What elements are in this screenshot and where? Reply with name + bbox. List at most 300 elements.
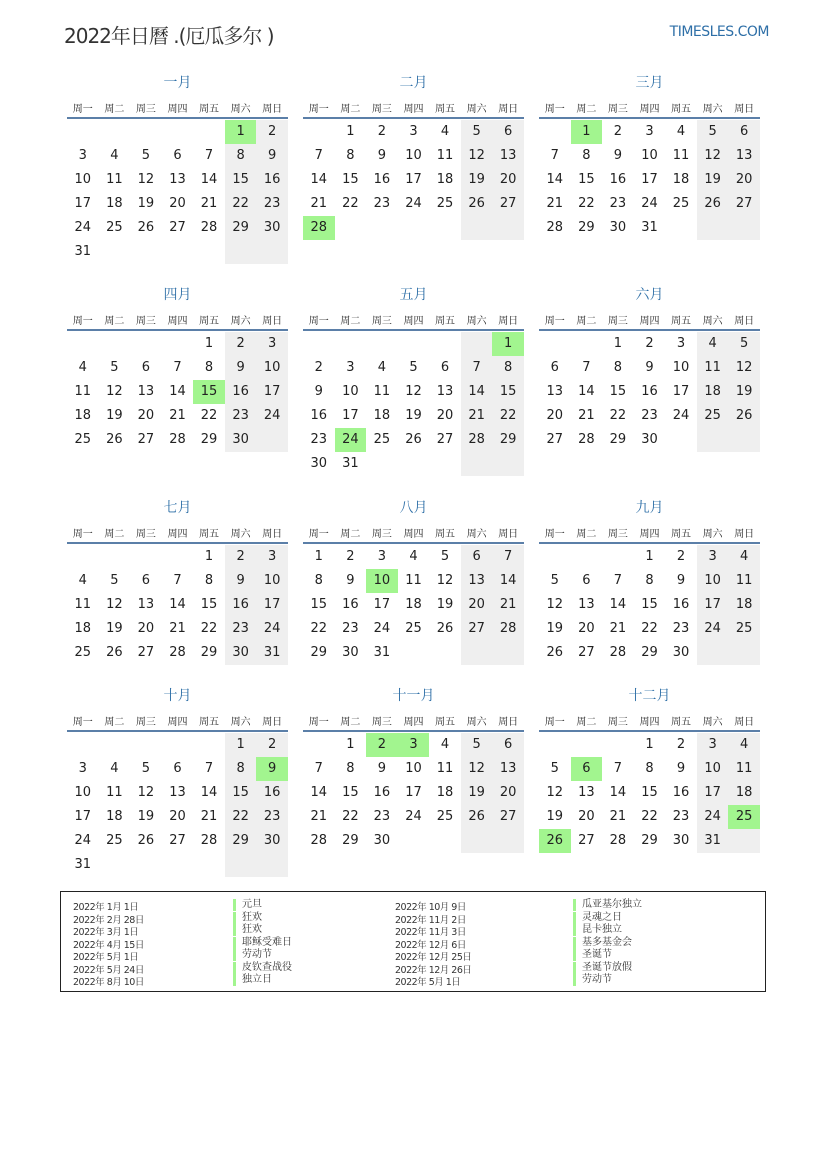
day-cell[interactable]: 23 (225, 617, 257, 641)
site-brand[interactable]: TIMESLES.COM (669, 24, 769, 40)
day-cell[interactable]: 12 (106, 597, 123, 612)
day-cell[interactable]: 17 (641, 172, 658, 187)
day-cell[interactable]: 23 (256, 192, 288, 216)
day-cell[interactable]: 29 (578, 220, 595, 235)
day-cell[interactable]: 18 (728, 593, 760, 617)
day-cell[interactable]: 23 (609, 196, 627, 211)
day-cell[interactable]: 25 (436, 196, 454, 211)
day-cell[interactable]: 3 (697, 733, 729, 757)
holiday-day-cell[interactable]: 6 (571, 757, 603, 781)
day-cell[interactable]: 25 (74, 645, 92, 660)
day-cell[interactable]: 17 (256, 380, 288, 404)
day-cell[interactable]: 11 (672, 148, 690, 163)
day-cell[interactable]: 23 (342, 621, 359, 636)
day-cell[interactable]: 5 (461, 120, 493, 144)
day-cell[interactable]: 5 (110, 573, 119, 588)
day-cell[interactable]: 29 (641, 833, 658, 848)
day-cell[interactable]: 5 (440, 549, 450, 564)
day-cell[interactable]: 27 (137, 432, 155, 447)
day-cell[interactable]: 8 (225, 757, 257, 781)
day-cell[interactable]: 30 (225, 641, 257, 665)
day-cell[interactable]: 28 (200, 220, 218, 235)
day-cell[interactable]: 4 (728, 733, 760, 757)
day-cell[interactable]: 31 (256, 641, 288, 665)
day-cell[interactable]: 26 (697, 192, 729, 216)
day-cell[interactable]: 27 (492, 192, 524, 216)
day-cell[interactable]: 4 (110, 761, 119, 776)
day-cell[interactable]: 19 (546, 621, 564, 636)
day-cell[interactable]: 21 (200, 809, 218, 824)
day-cell[interactable]: 31 (74, 244, 92, 259)
day-cell[interactable]: 14 (200, 172, 218, 187)
day-cell[interactable]: 15 (578, 172, 595, 187)
holiday-day-cell[interactable]: 24 (335, 428, 367, 452)
day-cell[interactable]: 26 (728, 404, 760, 428)
day-cell[interactable]: 2 (346, 549, 355, 564)
day-cell[interactable]: 21 (546, 196, 564, 211)
day-cell[interactable]: 3 (409, 124, 418, 139)
day-cell[interactable]: 19 (546, 809, 564, 824)
day-cell[interactable]: 1 (645, 549, 654, 564)
day-cell[interactable]: 30 (641, 432, 658, 447)
day-cell[interactable]: 27 (137, 645, 155, 660)
day-cell[interactable]: 10 (697, 757, 729, 781)
day-cell[interactable]: 22 (342, 196, 359, 211)
day-cell[interactable]: 18 (74, 621, 92, 636)
day-cell[interactable]: 25 (697, 404, 729, 428)
day-cell[interactable]: 18 (106, 809, 123, 824)
day-cell[interactable]: 10 (256, 356, 288, 380)
day-cell[interactable]: 4 (676, 124, 686, 139)
day-cell[interactable]: 7 (173, 360, 182, 375)
day-cell[interactable]: 18 (697, 380, 729, 404)
day-cell[interactable]: 11 (373, 384, 391, 399)
day-cell[interactable]: 5 (409, 360, 418, 375)
day-cell[interactable]: 11 (728, 569, 760, 593)
day-cell[interactable]: 13 (728, 144, 760, 168)
day-cell[interactable]: 19 (461, 168, 493, 192)
day-cell[interactable]: 6 (728, 120, 760, 144)
day-cell[interactable]: 7 (613, 761, 623, 776)
day-cell[interactable]: 13 (436, 384, 454, 399)
day-cell[interactable]: 25 (106, 833, 123, 848)
day-cell[interactable]: 5 (550, 761, 559, 776)
day-cell[interactable]: 1 (204, 336, 214, 351)
day-cell[interactable]: 25 (672, 196, 690, 211)
holiday-day-cell[interactable]: 15 (193, 380, 225, 404)
day-cell[interactable]: 20 (137, 408, 155, 423)
day-cell[interactable]: 15 (310, 597, 328, 612)
day-cell[interactable]: 9 (346, 573, 355, 588)
day-cell[interactable]: 22 (225, 192, 257, 216)
day-cell[interactable]: 2 (613, 124, 623, 139)
day-cell[interactable]: 8 (225, 144, 257, 168)
day-cell[interactable]: 20 (461, 593, 493, 617)
day-cell[interactable]: 14 (200, 785, 218, 800)
day-cell[interactable]: 17 (74, 196, 92, 211)
day-cell[interactable]: 21 (169, 408, 186, 423)
day-cell[interactable]: 17 (373, 597, 391, 612)
day-cell[interactable]: 9 (676, 761, 686, 776)
holiday-day-cell[interactable]: 25 (728, 805, 760, 829)
day-cell[interactable]: 6 (141, 360, 151, 375)
day-cell[interactable]: 2 (256, 120, 288, 144)
day-cell[interactable]: 14 (169, 384, 186, 399)
day-cell[interactable]: 13 (137, 597, 155, 612)
day-cell[interactable]: 15 (342, 172, 359, 187)
day-cell[interactable]: 12 (728, 356, 760, 380)
day-cell[interactable]: 22 (641, 621, 658, 636)
day-cell[interactable]: 10 (256, 569, 288, 593)
day-cell[interactable]: 20 (578, 809, 595, 824)
holiday-day-cell[interactable]: 9 (256, 757, 288, 781)
day-cell[interactable]: 18 (373, 408, 391, 423)
day-cell[interactable]: 13 (169, 172, 186, 187)
holiday-day-cell[interactable]: 28 (303, 216, 335, 240)
day-cell[interactable]: 28 (310, 833, 328, 848)
day-cell[interactable]: 7 (582, 360, 591, 375)
day-cell[interactable]: 24 (405, 196, 422, 211)
day-cell[interactable]: 9 (225, 569, 257, 593)
day-cell[interactable]: 22 (578, 196, 595, 211)
day-cell[interactable]: 13 (546, 384, 564, 399)
day-cell[interactable]: 24 (697, 805, 729, 829)
day-cell[interactable]: 22 (225, 805, 257, 829)
day-cell[interactable]: 10 (74, 785, 92, 800)
day-cell[interactable]: 17 (405, 172, 422, 187)
day-cell[interactable]: 16 (641, 384, 658, 399)
day-cell[interactable]: 27 (436, 432, 454, 447)
day-cell[interactable]: 24 (373, 621, 391, 636)
day-cell[interactable]: 7 (461, 356, 493, 380)
day-cell[interactable]: 23 (225, 404, 257, 428)
day-cell[interactable]: 30 (672, 645, 690, 660)
day-cell[interactable]: 11 (74, 384, 92, 399)
day-cell[interactable]: 11 (106, 785, 123, 800)
day-cell[interactable]: 9 (676, 573, 686, 588)
day-cell[interactable]: 20 (436, 408, 454, 423)
day-cell[interactable]: 21 (492, 593, 524, 617)
day-cell[interactable]: 27 (169, 833, 186, 848)
day-cell[interactable]: 22 (342, 809, 359, 824)
day-cell[interactable]: 2 (676, 549, 686, 564)
day-cell[interactable]: 13 (169, 785, 186, 800)
day-cell[interactable]: 11 (697, 356, 729, 380)
day-cell[interactable]: 19 (137, 809, 155, 824)
day-cell[interactable]: 5 (141, 761, 151, 776)
day-cell[interactable]: 19 (436, 597, 454, 612)
day-cell[interactable]: 29 (492, 428, 524, 452)
day-cell[interactable]: 20 (169, 196, 186, 211)
day-cell[interactable]: 7 (204, 761, 214, 776)
day-cell[interactable]: 5 (461, 733, 493, 757)
day-cell[interactable]: 3 (676, 336, 686, 351)
day-cell[interactable]: 3 (256, 332, 288, 356)
day-cell[interactable]: 6 (492, 733, 524, 757)
day-cell[interactable]: 2 (225, 545, 257, 569)
day-cell[interactable]: 23 (672, 809, 690, 824)
day-cell[interactable]: 17 (256, 593, 288, 617)
day-cell[interactable]: 18 (405, 597, 422, 612)
day-cell[interactable]: 17 (74, 809, 92, 824)
day-cell[interactable]: 4 (440, 737, 450, 752)
day-cell[interactable]: 14 (609, 597, 627, 612)
day-cell[interactable]: 4 (78, 573, 87, 588)
day-cell[interactable]: 12 (405, 384, 422, 399)
day-cell[interactable]: 21 (310, 196, 328, 211)
day-cell[interactable]: 18 (436, 172, 454, 187)
day-cell[interactable]: 23 (641, 408, 658, 423)
day-cell[interactable]: 14 (310, 172, 328, 187)
day-cell[interactable]: 15 (492, 380, 524, 404)
day-cell[interactable]: 31 (697, 829, 729, 853)
day-cell[interactable]: 7 (173, 573, 182, 588)
day-cell[interactable]: 12 (546, 597, 564, 612)
day-cell[interactable]: 21 (169, 621, 186, 636)
day-cell[interactable]: 26 (137, 220, 155, 235)
day-cell[interactable]: 22 (492, 404, 524, 428)
day-cell[interactable]: 22 (609, 408, 627, 423)
day-cell[interactable]: 19 (137, 196, 155, 211)
day-cell[interactable]: 19 (106, 408, 123, 423)
day-cell[interactable]: 18 (74, 408, 92, 423)
day-cell[interactable]: 5 (550, 573, 559, 588)
day-cell[interactable]: 6 (173, 148, 182, 163)
holiday-day-cell[interactable]: 26 (539, 829, 571, 853)
day-cell[interactable]: 3 (645, 124, 654, 139)
day-cell[interactable]: 1 (613, 336, 623, 351)
day-cell[interactable]: 11 (436, 761, 454, 776)
day-cell[interactable]: 6 (461, 545, 493, 569)
day-cell[interactable]: 20 (728, 168, 760, 192)
day-cell[interactable]: 8 (346, 761, 355, 776)
day-cell[interactable]: 8 (492, 356, 524, 380)
day-cell[interactable]: 7 (314, 761, 323, 776)
day-cell[interactable]: 25 (74, 432, 92, 447)
day-cell[interactable]: 15 (641, 785, 658, 800)
day-cell[interactable]: 4 (697, 332, 729, 356)
day-cell[interactable]: 12 (436, 573, 454, 588)
day-cell[interactable]: 1 (346, 124, 355, 139)
day-cell[interactable]: 28 (169, 645, 186, 660)
day-cell[interactable]: 27 (728, 192, 760, 216)
day-cell[interactable]: 15 (225, 781, 257, 805)
day-cell[interactable]: 23 (373, 809, 391, 824)
day-cell[interactable]: 21 (310, 809, 328, 824)
day-cell[interactable]: 3 (78, 761, 87, 776)
day-cell[interactable]: 9 (613, 148, 623, 163)
day-cell[interactable]: 26 (405, 432, 422, 447)
day-cell[interactable]: 27 (578, 833, 595, 848)
day-cell[interactable]: 25 (106, 220, 123, 235)
day-cell[interactable]: 30 (225, 428, 257, 452)
day-cell[interactable]: 24 (697, 617, 729, 641)
day-cell[interactable]: 30 (373, 833, 391, 848)
day-cell[interactable]: 9 (314, 384, 323, 399)
day-cell[interactable]: 26 (106, 645, 123, 660)
day-cell[interactable]: 7 (204, 148, 214, 163)
day-cell[interactable]: 25 (405, 621, 422, 636)
day-cell[interactable]: 18 (436, 785, 454, 800)
day-cell[interactable]: 15 (609, 384, 627, 399)
day-cell[interactable]: 24 (641, 196, 658, 211)
day-cell[interactable]: 3 (377, 549, 387, 564)
day-cell[interactable]: 8 (204, 573, 214, 588)
day-cell[interactable]: 5 (697, 120, 729, 144)
day-cell[interactable]: 14 (310, 785, 328, 800)
day-cell[interactable]: 7 (492, 545, 524, 569)
day-cell[interactable]: 24 (256, 404, 288, 428)
day-cell[interactable]: 2 (377, 124, 387, 139)
day-cell[interactable]: 23 (373, 196, 391, 211)
day-cell[interactable]: 27 (546, 432, 564, 447)
day-cell[interactable]: 23 (310, 432, 328, 447)
day-cell[interactable]: 6 (492, 120, 524, 144)
day-cell[interactable]: 26 (436, 621, 454, 636)
day-cell[interactable]: 6 (440, 360, 450, 375)
day-cell[interactable]: 16 (373, 172, 391, 187)
day-cell[interactable]: 2 (676, 737, 686, 752)
day-cell[interactable]: 5 (110, 360, 119, 375)
day-cell[interactable]: 25 (436, 809, 454, 824)
day-cell[interactable]: 1 (225, 733, 257, 757)
holiday-day-cell[interactable]: 3 (398, 733, 430, 757)
day-cell[interactable]: 12 (137, 785, 155, 800)
day-cell[interactable]: 9 (377, 761, 387, 776)
day-cell[interactable]: 9 (256, 144, 288, 168)
day-cell[interactable]: 3 (78, 148, 87, 163)
day-cell[interactable]: 15 (200, 597, 218, 612)
day-cell[interactable]: 5 (728, 332, 760, 356)
day-cell[interactable]: 28 (492, 617, 524, 641)
day-cell[interactable]: 10 (672, 360, 690, 375)
day-cell[interactable]: 22 (310, 621, 328, 636)
day-cell[interactable]: 13 (137, 384, 155, 399)
day-cell[interactable]: 17 (342, 408, 359, 423)
day-cell[interactable]: 21 (461, 404, 493, 428)
day-cell[interactable]: 16 (225, 593, 257, 617)
day-cell[interactable]: 21 (609, 809, 627, 824)
day-cell[interactable]: 18 (672, 172, 690, 187)
day-cell[interactable]: 30 (256, 829, 288, 853)
day-cell[interactable]: 15 (225, 168, 257, 192)
day-cell[interactable]: 7 (550, 148, 559, 163)
day-cell[interactable]: 15 (342, 785, 359, 800)
day-cell[interactable]: 10 (74, 172, 92, 187)
day-cell[interactable]: 22 (200, 621, 218, 636)
day-cell[interactable]: 31 (373, 645, 391, 660)
day-cell[interactable]: 8 (204, 360, 214, 375)
day-cell[interactable]: 3 (697, 545, 729, 569)
day-cell[interactable]: 17 (697, 593, 729, 617)
day-cell[interactable]: 30 (672, 833, 690, 848)
day-cell[interactable]: 16 (225, 380, 257, 404)
day-cell[interactable]: 26 (461, 805, 493, 829)
day-cell[interactable]: 16 (609, 172, 627, 187)
day-cell[interactable]: 12 (546, 785, 564, 800)
day-cell[interactable]: 4 (377, 360, 387, 375)
day-cell[interactable]: 8 (645, 761, 654, 776)
day-cell[interactable]: 6 (173, 761, 182, 776)
day-cell[interactable]: 25 (728, 617, 760, 641)
day-cell[interactable]: 28 (169, 432, 186, 447)
day-cell[interactable]: 4 (78, 360, 87, 375)
day-cell[interactable]: 28 (200, 833, 218, 848)
day-cell[interactable]: 12 (461, 757, 493, 781)
day-cell[interactable]: 20 (137, 621, 155, 636)
day-cell[interactable]: 11 (106, 172, 123, 187)
day-cell[interactable]: 31 (342, 456, 359, 471)
day-cell[interactable]: 30 (310, 456, 328, 471)
day-cell[interactable]: 14 (609, 785, 627, 800)
day-cell[interactable]: 2 (645, 336, 654, 351)
day-cell[interactable]: 31 (641, 220, 658, 235)
day-cell[interactable]: 23 (256, 805, 288, 829)
day-cell[interactable]: 17 (697, 781, 729, 805)
day-cell[interactable]: 21 (578, 408, 595, 423)
day-cell[interactable]: 19 (461, 781, 493, 805)
day-cell[interactable]: 4 (409, 549, 418, 564)
day-cell[interactable]: 1 (645, 737, 654, 752)
day-cell[interactable]: 29 (225, 216, 257, 240)
day-cell[interactable]: 29 (641, 645, 658, 660)
day-cell[interactable]: 15 (641, 597, 658, 612)
day-cell[interactable]: 26 (546, 645, 564, 660)
day-cell[interactable]: 28 (609, 833, 627, 848)
holiday-day-cell[interactable]: 1 (225, 120, 257, 144)
day-cell[interactable]: 24 (74, 833, 92, 848)
day-cell[interactable]: 30 (256, 216, 288, 240)
day-cell[interactable]: 30 (609, 220, 627, 235)
day-cell[interactable]: 11 (728, 757, 760, 781)
day-cell[interactable]: 10 (697, 569, 729, 593)
day-cell[interactable]: 18 (106, 196, 123, 211)
day-cell[interactable]: 9 (225, 356, 257, 380)
day-cell[interactable]: 25 (373, 432, 391, 447)
day-cell[interactable]: 11 (405, 573, 422, 588)
day-cell[interactable]: 8 (582, 148, 591, 163)
day-cell[interactable]: 19 (405, 408, 422, 423)
day-cell[interactable]: 1 (314, 549, 323, 564)
day-cell[interactable]: 4 (728, 545, 760, 569)
day-cell[interactable]: 6 (550, 360, 559, 375)
day-cell[interactable]: 16 (256, 168, 288, 192)
holiday-day-cell[interactable]: 1 (571, 120, 603, 144)
day-cell[interactable]: 26 (461, 192, 493, 216)
day-cell[interactable]: 22 (641, 809, 658, 824)
day-cell[interactable]: 20 (169, 809, 186, 824)
day-cell[interactable]: 16 (256, 781, 288, 805)
day-cell[interactable]: 9 (377, 148, 387, 163)
day-cell[interactable]: 14 (546, 172, 564, 187)
day-cell[interactable]: 4 (110, 148, 119, 163)
day-cell[interactable]: 29 (609, 432, 627, 447)
day-cell[interactable]: 18 (728, 781, 760, 805)
day-cell[interactable]: 23 (672, 621, 690, 636)
day-cell[interactable]: 5 (141, 148, 151, 163)
day-cell[interactable]: 12 (137, 172, 155, 187)
day-cell[interactable]: 4 (440, 124, 450, 139)
holiday-day-cell[interactable]: 10 (366, 569, 398, 593)
day-cell[interactable]: 19 (106, 621, 123, 636)
day-cell[interactable]: 20 (546, 408, 564, 423)
day-cell[interactable]: 14 (169, 597, 186, 612)
day-cell[interactable]: 8 (346, 148, 355, 163)
day-cell[interactable]: 14 (461, 380, 493, 404)
day-cell[interactable]: 6 (582, 573, 591, 588)
day-cell[interactable]: 7 (314, 148, 323, 163)
day-cell[interactable]: 10 (405, 148, 422, 163)
